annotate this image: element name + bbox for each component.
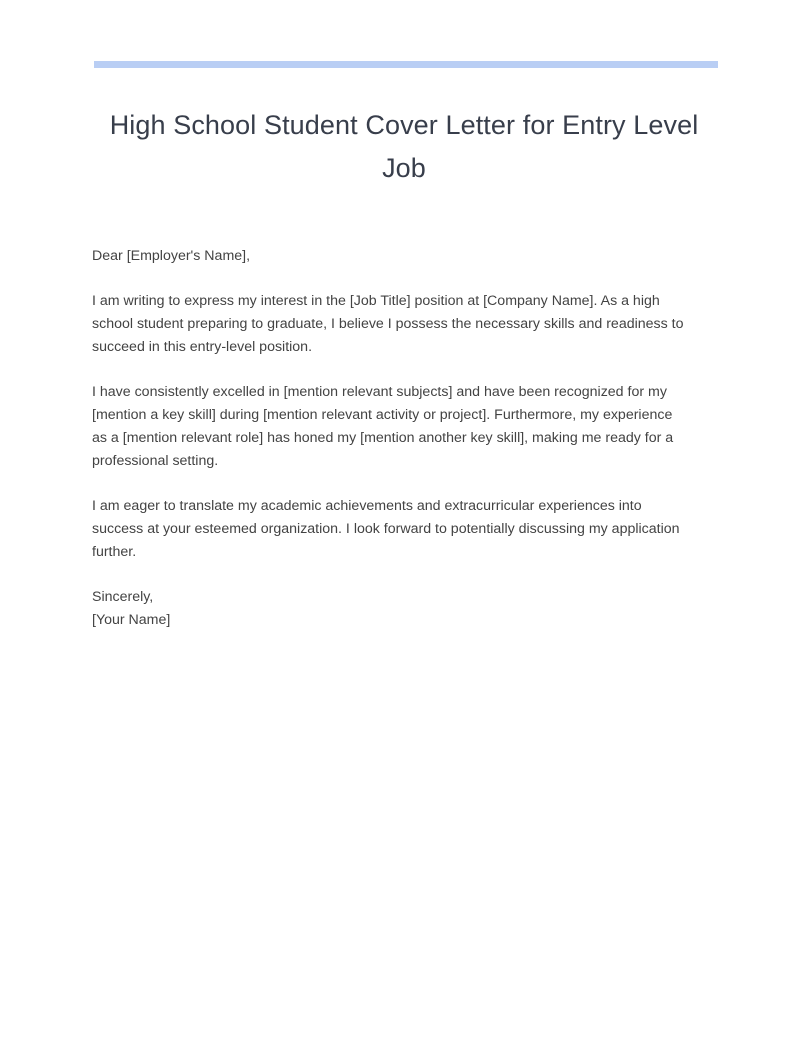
closing-signature: [Your Name] <box>92 612 171 628</box>
letter-body <box>92 245 688 632</box>
page-title: High School Student Cover Letter for Entry Level Job <box>109 110 699 183</box>
salutation: Dear [Employer's Name], <box>92 248 251 264</box>
header-accent-bar <box>94 61 718 68</box>
body-paragraph-1: I am writing to express my interest in the [Job Title] position at [Company Name]. As a high school student preparing to graduate, I believe I possess the necessary skills and readiness to succeed in this entry-level position. <box>92 293 684 355</box>
closing-valediction: Sincerely, <box>92 589 154 605</box>
body-paragraph-3: I am eager to translate my academic achievements and extracurricular experiences into success at your esteemed organization. I look forward to potentially discussing my application further. <box>92 498 680 560</box>
closing-block <box>92 586 688 632</box>
body-paragraph-2: I have consistently excelled in [mention relevant subjects] and have been recognized for my [mention a key skill] during [mention relevant activity or project]. Furthermore, my experience as a [mention relevant role] has honed my [mention another key skill], making me ready for a professional setting. <box>92 384 674 469</box>
